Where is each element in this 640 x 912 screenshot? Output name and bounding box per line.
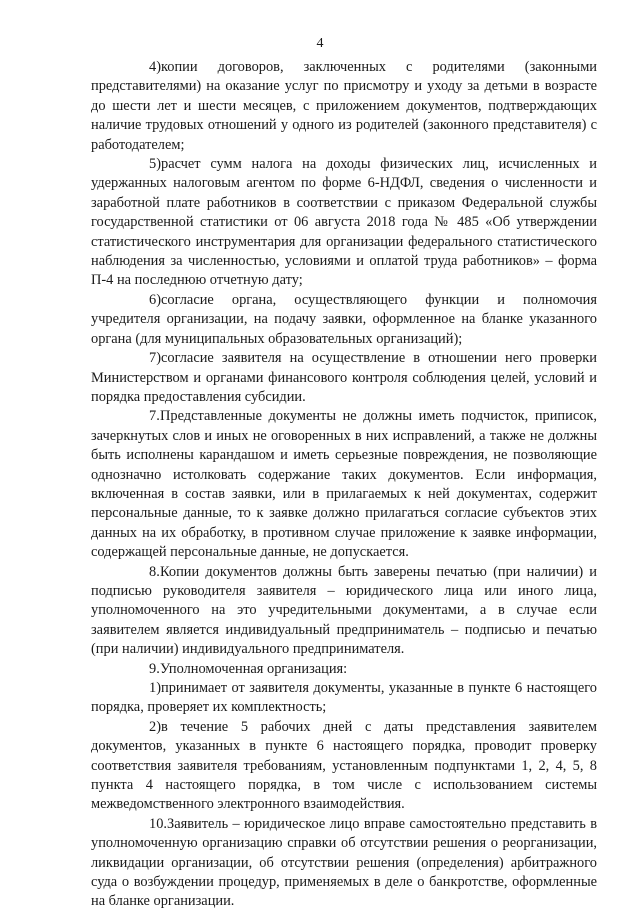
clause-9 [91, 660, 597, 679]
clause-7 [91, 407, 597, 562]
paragraph-number: 1) [149, 680, 161, 696]
paragraph-item-5 [91, 155, 597, 291]
paragraph-text: согласие заявителя на осуществление в отношении него проверки Министерством и органами финансового контроля соблюдения целей, условий и порядка предоставления субсидии. [91, 350, 597, 405]
paragraph-number: 8. [149, 563, 160, 580]
paragraph-item-6 [91, 291, 597, 349]
paragraph-text: Представленные документы не должны иметь подчисток, приписок, зачеркнутых слов и иных не оговоренных в них исправлений, а также не должны быть исполнены карандашом и иметь серьезные повреждения, не позволяющие однозначно истолковать содержание таких документов. Если информация, включенная в состав заявки, или в прилагаемых к ней документах, содержит персональные данные, то к заявке должно прилагаться согласие субъектов этих данных на их обработку, в противном случае приложение к заявке информации, содержащей персональные данные, не допускается. [91, 408, 597, 561]
paragraph-item-7 [91, 349, 597, 407]
paragraph-number: 5) [149, 156, 161, 173]
paragraph-number: 6) [149, 291, 161, 308]
paragraph-text: принимает от заявителя документы, указанные в пункте 6 настоящего порядка, проверяет их комплектность; [91, 680, 597, 716]
paragraph-number: 10. [149, 815, 167, 832]
clause-8 [91, 563, 597, 660]
clause-10 [91, 815, 597, 912]
paragraph-item-4 [91, 58, 597, 155]
paragraph-text: копии договоров, заключенных с родителями (законными представителями) на оказание услуг по присмотру и уходу за детьми в возрасте до шести лет и шести месяцев, с приложением документов, подтверждающих наличие трудовых отношений у одного из родителей (законного представителя) с работодателем; [91, 59, 597, 153]
paragraph-text: Заявитель – юридическое лицо вправе самостоятельно представить в уполномоченную организацию справки об отсутствии решения о реорганизации, ликвидации организации, об отсутствии решения (определения) арбитражного суда о возбуждении процедур, применяемых в деле о банкротстве, оформленные на бланке организации. [91, 815, 597, 910]
paragraph-text: Копии документов должны быть заверены печатью (при наличии) и подписью руководителя заявителя – юридического лица или иного лица, уполномоченного на это учредительными документами, а в случае если заявителем является индивидуальный предприниматель – подписью и печатью (при наличии) индивидуального предпринимателя. [91, 563, 597, 658]
paragraph-text: согласие органа, осуществляющего функции и полномочия учредителя организации, на подачу заявки, оформленное на бланке указанного органа (для муниципальных образовательных организаций); [91, 291, 597, 347]
clause-9-item-1 [91, 679, 597, 718]
document-body [91, 58, 597, 912]
paragraph-number: 7. [149, 408, 160, 425]
paragraph-text: в течение 5 рабочих дней с даты представления заявителем документов, указанных в пункте 6 настоящего порядка, проводит проверку соответствия заявителя требованиям, установленным подпунктами 1, 2, 4, 5, 8 пункта 4 настоящего порядка, в том числе с использованием системы межведомственного электронного взаимодействия. [91, 718, 597, 813]
paragraph-text: Уполномоченная организация: [160, 660, 348, 677]
paragraph-number: 4) [149, 59, 161, 75]
paragraph-number: 2) [149, 718, 161, 735]
clause-9-item-2 [91, 718, 597, 815]
paragraph-text: расчет сумм налога на доходы физических лиц, исчисленных и удержанных налоговым агентом по форме 6-НДФЛ, сведения о численности и заработной плате работников в соответствии с приказом Федеральной службы государственной статистики от 06 августа 2018 года № 485 «Об утверждении статистического инструментария для организации федерального статистического наблюдения за численностью, условиями и оплатой труда работников» – форма П-4 на последнюю отчетную дату; [91, 156, 597, 289]
paragraph-number: 9. [149, 660, 160, 677]
page-number: 4 [316, 36, 324, 51]
paragraph-number: 7) [149, 350, 161, 367]
